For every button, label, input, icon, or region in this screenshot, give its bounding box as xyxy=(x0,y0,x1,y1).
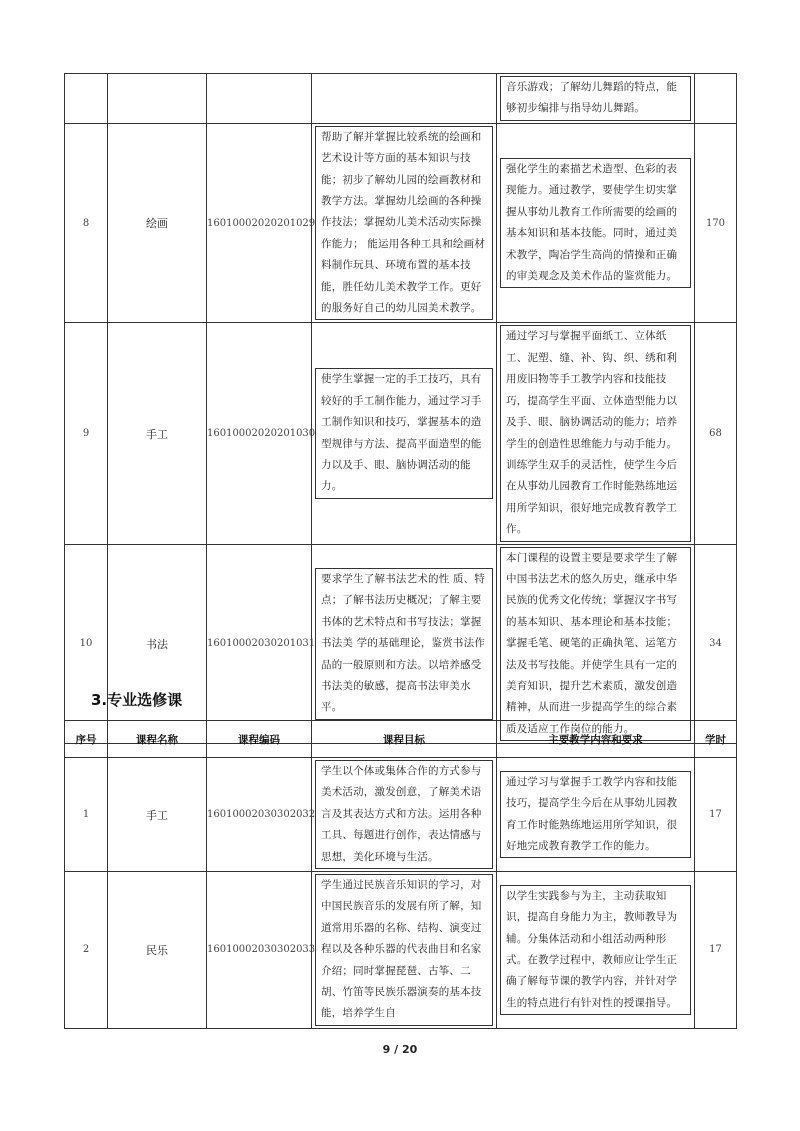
section-heading: 3.专业选修课 xyxy=(91,691,183,709)
header-course-content: 主要教学内容和要求 xyxy=(497,721,695,758)
course-hours: 170 xyxy=(695,123,737,323)
course-content-cell xyxy=(497,872,695,1029)
header-course-objective: 课程目标 xyxy=(312,721,497,758)
course-hours: 17 xyxy=(695,758,737,872)
row-number: 2 xyxy=(65,872,108,1029)
course-objective-cell xyxy=(312,758,497,872)
course-content-cell xyxy=(497,323,695,544)
course-objective: 使学生掌握一定的手工技巧，具有较好的手工制作能力，通过学习手工制作知识和技巧，掌握基本的造型规律与方法、提高平面造型的能力以及手、眼、脑协调活动的能力。 xyxy=(315,368,493,498)
table-row xyxy=(65,123,737,323)
course-objective: 学生通过民族音乐知识的学习，对中国民族音乐的发展有所了解，知道常用乐器的名称、结构、演变过程以及各种乐器的代表曲目和名家介绍；同时掌握琵琶、古筝、二胡、竹笛等民族乐器演奏的基本技能，培养学生自 xyxy=(315,874,493,1026)
course-content: 音乐游戏；了解幼儿舞蹈的特点，能够初步编排与指导幼儿舞蹈。 xyxy=(500,76,691,121)
course-objective-cell xyxy=(312,74,497,124)
course-name: 手工 xyxy=(108,323,207,544)
course-content: 通过学习与掌握手工教学内容和技能技巧，提高学生今后在从事幼儿园教育工作时能熟练地运用所学知识，很好地完成教育教学工作的能力。 xyxy=(500,771,691,859)
table-row xyxy=(65,74,737,124)
course-objective-cell xyxy=(312,872,497,1029)
table-row xyxy=(65,544,737,744)
course-content: 以学生实践参与为主，主动获取知识，提高自身能力为主，教师教导为辅。分集体活动和小组活动两种形式。在教学过程中，教师应让学生正确了解每节课的教学内容，并针对学生的特点进行有针对性的授课指导。 xyxy=(500,885,691,1015)
course-code xyxy=(207,74,312,124)
course-code: 16010002030302033 xyxy=(207,872,312,1029)
course-name: 手工 xyxy=(108,758,207,872)
course-content-cell xyxy=(497,123,695,323)
course-objective-cell xyxy=(312,123,497,323)
course-hours: 17 xyxy=(695,872,737,1029)
row-number xyxy=(65,74,108,124)
course-objective-cell xyxy=(312,544,497,744)
course-name: 绘画 xyxy=(108,123,207,323)
elective-course-table xyxy=(64,720,737,1029)
course-code: 16010002020201029 xyxy=(207,123,312,323)
course-hours xyxy=(695,74,737,124)
course-content-cell xyxy=(497,758,695,872)
header-number: 序号 xyxy=(65,721,108,758)
course-objective-cell xyxy=(312,323,497,544)
course-hours: 68 xyxy=(695,323,737,544)
table-row xyxy=(65,758,737,872)
row-number: 10 xyxy=(65,544,108,744)
header-hours: 学时 xyxy=(695,721,737,758)
course-content-cell xyxy=(497,544,695,744)
table-row xyxy=(65,872,737,1029)
course-code: 16010002030201031 xyxy=(207,544,312,744)
header-course-name: 课程名称 xyxy=(108,721,207,758)
course-hours: 34 xyxy=(695,544,737,744)
row-number: 9 xyxy=(65,323,108,544)
table-header-row xyxy=(65,721,737,758)
course-name: 书法 xyxy=(108,544,207,744)
course-objective: 学生以个体或集体合作的方式参与美术活动，激发创意，了解美术语言及其表达方式和方法。运用各种工具、每题进行创作，表达情感与思想，美化环境与生活。 xyxy=(315,760,493,869)
course-content: 通过学习与掌握平面纸工、立体纸工、泥塑、缝、补、钩、织、绣和利用废旧物等手工教学内容和技能技巧，提高学生平面、立体造型能力以及手、眼、脑协调活动的能力；培养学生的创造性思维能力与动手能力。训练学生双手的灵活性，使学生今后在从事幼儿园教育工作时能熟练地运用所学知识，很好地完成教育教学工作。 xyxy=(500,325,691,541)
course-content: 本门课程的设置主要是要求学生了解中国书法艺术的悠久历史，继承中华民族的优秀文化传统；掌握汉字书写的基本知识、基本理论和基本技能；掌握毛笔、硬笔的正确执笔、运笔方法及书写技能。并使学生具有一定的美育知识，提升艺术素质，激发创造精神，从而进一步提高学生的综合素质及适应工作岗位的能力。 xyxy=(500,547,691,742)
page-number: 9 / 20 xyxy=(382,1043,418,1056)
row-number: 1 xyxy=(65,758,108,872)
course-content: 强化学生的素描艺术造型、色彩的表现能力。通过教学，要使学生切实掌握从事幼儿教育工作所需要的绘画的基本知识和基本技能。同时，通过美术教学，陶冶学生高尚的情操和正确的审美观念及美术作品的鉴赏能力。 xyxy=(500,158,691,288)
row-number: 8 xyxy=(65,123,108,323)
course-objective: 要求学生了解书法艺术的性 质、特点；了解书法历史概况；了解主要书体的艺术特点和书写技法；掌握书法美 学的基础理论，鉴赏书法作品的一般原则和方法。以培养感受书法美的敏感，提高书法审美水平。 xyxy=(315,568,493,720)
course-name: 民乐 xyxy=(108,872,207,1029)
course-code: 16010002020201030 xyxy=(207,323,312,544)
course-name xyxy=(108,74,207,124)
course-content-cell xyxy=(497,74,695,124)
core-course-table-continued xyxy=(64,73,737,744)
header-course-code: 课程编码 xyxy=(207,721,312,758)
course-objective: 帮助了解并掌握比较系统的绘画和艺术设计等方面的基本知识与技能；初步了解幼儿园的绘画教材和教学方法。掌握幼儿绘画的各种操作技法；掌握幼儿美术活动实际操作能力； 能运用各种工具和绘画材料制作玩具、环境布置的基本技能，胜任幼儿美术教学工作。更好的服务好自己的幼儿园美术教学。 xyxy=(315,126,493,321)
course-code: 16010002030302032 xyxy=(207,758,312,872)
table-row xyxy=(65,323,737,544)
